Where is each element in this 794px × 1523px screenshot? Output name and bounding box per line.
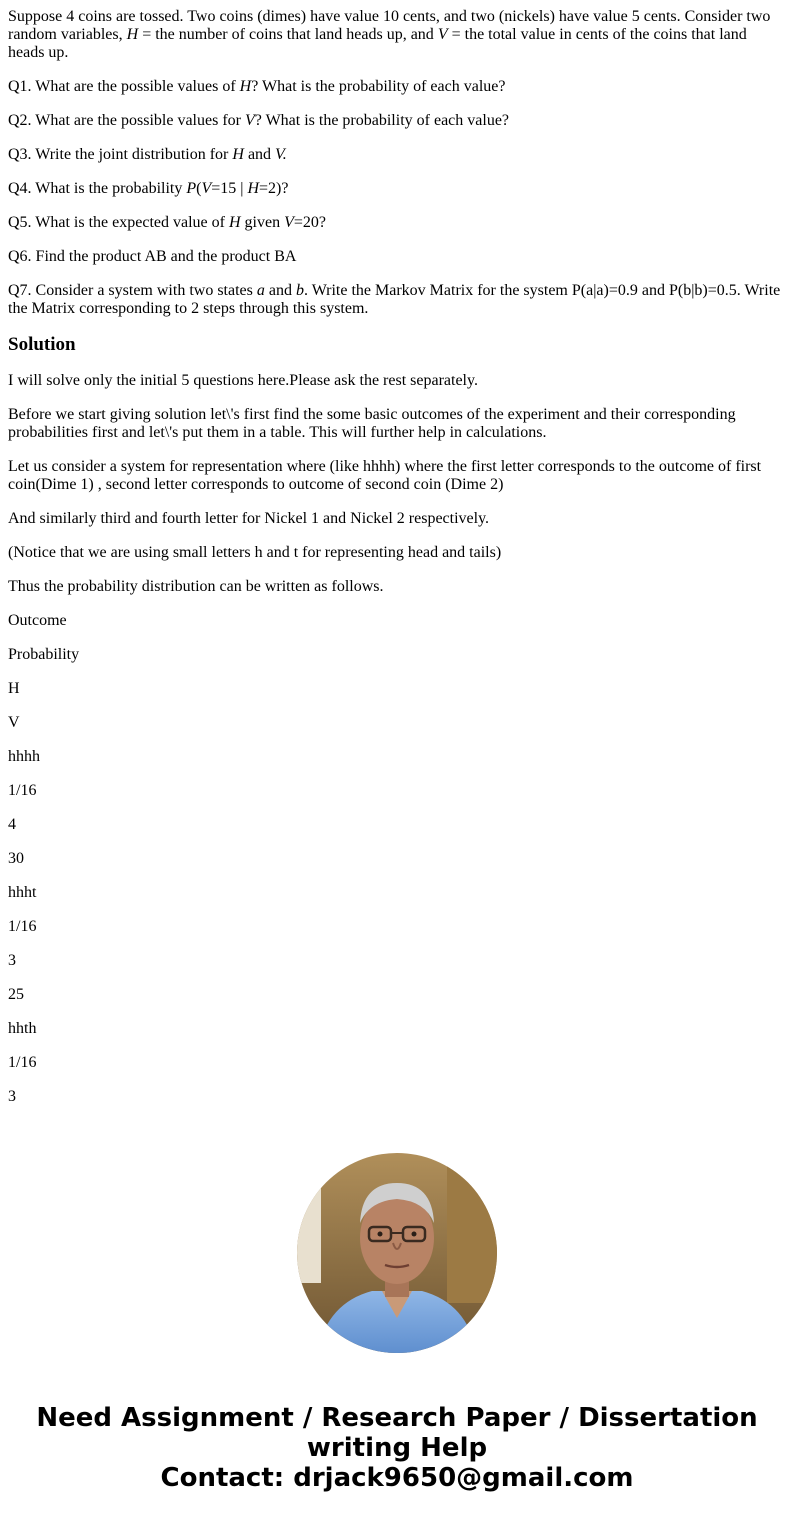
q7-text: and xyxy=(264,282,296,299)
table-header-cell: V xyxy=(8,714,20,731)
q3-text: and xyxy=(243,146,276,163)
var-h: H xyxy=(126,26,139,43)
var-h: H xyxy=(239,78,252,95)
intro-paragraph xyxy=(8,8,786,62)
table-header-cell: Probability xyxy=(8,646,80,663)
solution-paragraph: (Notice that we are using small letters h and t for representing head and tails) xyxy=(8,544,502,561)
state-b: b xyxy=(295,282,304,299)
question-5 xyxy=(8,214,786,232)
table-cell: 3 xyxy=(8,1088,16,1105)
var-v: V xyxy=(244,112,255,129)
var-h: H xyxy=(247,180,260,197)
intro-text: = the number of coins that land heads up, and xyxy=(138,26,438,43)
author-photo xyxy=(297,1153,497,1353)
q4-text: Q4. What is the probability xyxy=(8,180,187,197)
var-v: V xyxy=(201,180,212,197)
author-avatar xyxy=(297,1153,497,1353)
table-cell: 1/16 xyxy=(8,918,37,935)
q2-text: ? What is the probability of each value? xyxy=(254,112,510,129)
solution-paragraphs xyxy=(8,372,786,596)
question-7 xyxy=(8,282,786,318)
solution-paragraph: Let us consider a system for representation where (like hhhh) where the first letter corresponds to the outcome of first coin(Dime 1) , second letter corresponds to outcome of second coin (Dime 2) xyxy=(8,458,762,493)
question-6: Q6. Find the product AB and the product BA xyxy=(8,248,297,265)
q4-text: =2)? xyxy=(259,180,289,197)
table-cell: 30 xyxy=(8,850,24,867)
q5-text: given xyxy=(240,214,285,231)
solution-paragraph: Before we start giving solution let\'s first find the some basic outcomes of the experiment and their corresponding probabilities first and let\'s put them in a table. This will further help in calculations. xyxy=(8,406,736,441)
footer-contact: Contact: drjack9650@gmail.com xyxy=(160,1463,634,1493)
var-h: H xyxy=(232,146,244,163)
solution-paragraph: Thus the probability distribution can be written as follows. xyxy=(8,578,384,595)
solution-paragraph: And similarly third and fourth letter for Nickel 1 and Nickel 2 respectively. xyxy=(8,510,490,527)
var-v: V xyxy=(437,26,448,43)
intro-text: = the total value in cents of the coins that land heads up. xyxy=(8,26,747,61)
q1-text: ? What is the probability of each value? xyxy=(251,78,506,95)
question-3 xyxy=(8,146,786,164)
q7-text: . Write the Markov Matrix for the system P(a|a)=0.9 and P(b|b)=0.5. Write the Matrix corresponding to 2 steps through this system. xyxy=(8,282,781,317)
footer-line-1: Need Assignment / Research Paper / Dissertation xyxy=(36,1403,758,1433)
solution-paragraph: I will solve only the initial 5 questions here.Please ask the rest separately. xyxy=(8,372,478,389)
footer-line-2: writing Help xyxy=(306,1433,488,1463)
distribution-table xyxy=(8,612,786,1106)
table-cell: 3 xyxy=(8,952,16,969)
state-a: a xyxy=(256,282,265,299)
table-cell: hhth xyxy=(8,1020,37,1037)
q4-text: ( xyxy=(196,180,202,197)
table-cell: 1/16 xyxy=(8,1054,37,1071)
q5-text: Q5. What is the expected value of xyxy=(8,214,229,231)
table-cell: 1/16 xyxy=(8,782,37,799)
q7-text: Q7. Consider a system with two states xyxy=(8,282,257,299)
document-body xyxy=(8,8,786,1122)
q5-text: =20? xyxy=(293,214,326,231)
table-cell: 4 xyxy=(8,816,16,833)
solution-heading: Solution xyxy=(8,334,76,355)
table-cell: hhhh xyxy=(8,748,40,765)
var-p: P xyxy=(186,180,197,197)
table-header-cell: Outcome xyxy=(8,612,67,629)
table-header-cell: H xyxy=(8,680,20,697)
promo-footer xyxy=(0,1403,794,1493)
var-h: H xyxy=(228,214,241,231)
var-v: V xyxy=(284,214,294,231)
q3-text: Q3. Write the joint distribution for xyxy=(8,146,233,163)
question-4 xyxy=(8,180,786,198)
question-2 xyxy=(8,112,786,130)
question-1 xyxy=(8,78,786,96)
q4-text: =15 | xyxy=(211,180,248,197)
table-cell: 25 xyxy=(8,986,24,1003)
intro-text: Suppose 4 coins are tossed. Two coins (dimes) have value 10 cents, and two (nickels) have value 5 cents. Consider two random variables, xyxy=(8,8,771,43)
var-v: V. xyxy=(275,146,287,163)
table-cell: hhht xyxy=(8,884,37,901)
q2-text: Q2. What are the possible values for xyxy=(8,112,245,129)
q1-text: Q1. What are the possible values of xyxy=(8,78,240,95)
